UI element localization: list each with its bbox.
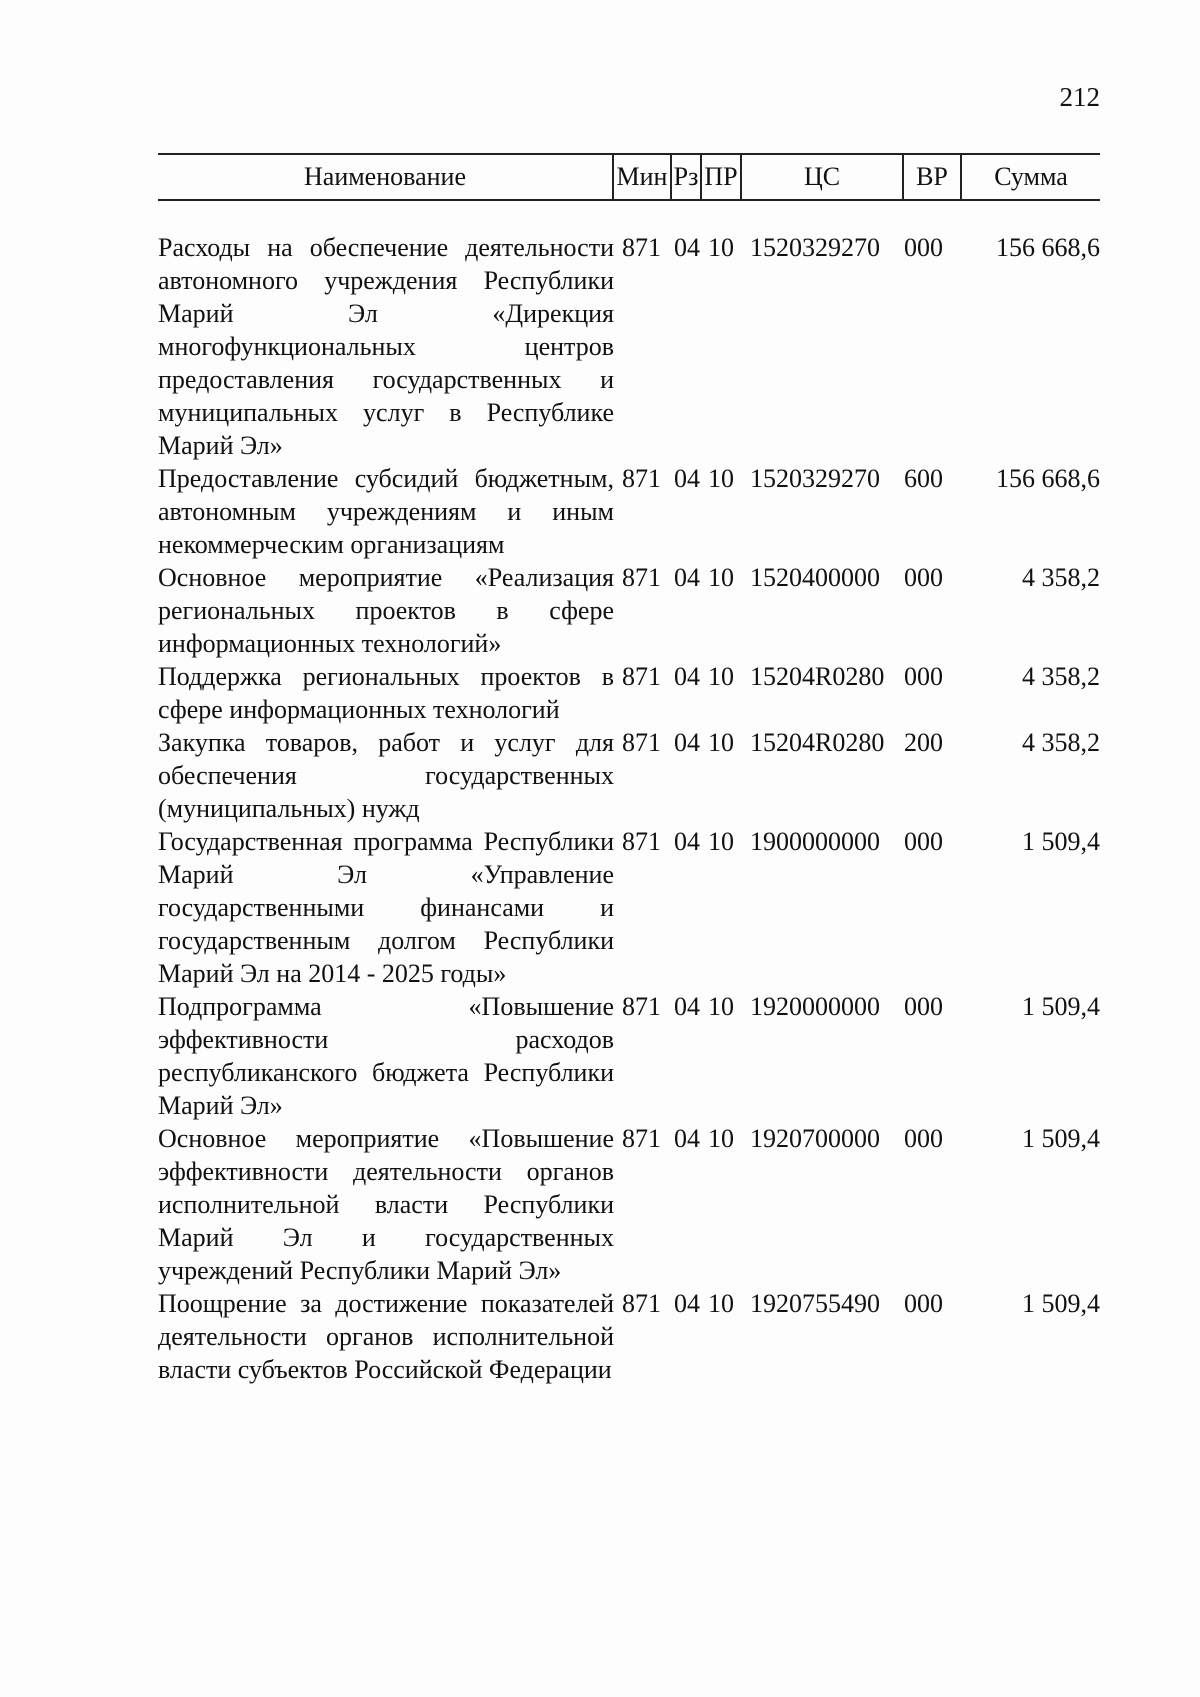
cell-min: 871 xyxy=(622,563,661,592)
table-row xyxy=(158,231,1100,462)
cell-vr: 000 xyxy=(904,1124,943,1153)
cell-name: Основное мероприятие «Реализация региональных проектов в сфере информационных технологий» xyxy=(158,563,614,658)
cell-sum: 4 358,2 xyxy=(1022,662,1100,691)
cell-min: 871 xyxy=(622,1289,661,1318)
cell-rz: 04 xyxy=(674,728,700,757)
cell-name: Предоставление субсидий бюджетным, автономным учреждениям и иным некоммерческим организациям xyxy=(158,464,614,559)
cell-name: Поощрение за достижение показателей деятельности органов исполнительной власти субъектов Российской Федерации xyxy=(158,1289,614,1384)
cell-vr: 000 xyxy=(904,662,943,691)
cell-cs: 1920700000 xyxy=(750,1124,880,1153)
cell-sum: 4 358,2 xyxy=(1022,563,1100,592)
header-sum: Сумма xyxy=(994,162,1068,191)
cell-pr: 10 xyxy=(708,662,734,691)
cell-name: Государственная программа Республики Марий Эл «Управление государственными финансами и государственным долгом Республики Марий Эл на 2014 - 2025 годы» xyxy=(158,827,614,988)
cell-pr: 10 xyxy=(708,1124,734,1153)
header-name: Наименование xyxy=(158,155,614,199)
cell-min: 871 xyxy=(622,992,661,1021)
cell-sum: 1 509,4 xyxy=(1022,992,1100,1021)
cell-vr: 000 xyxy=(904,563,943,592)
header-min: Мин xyxy=(614,155,672,199)
cell-name: Подпрограмма «Повышение эффективности расходов республиканского бюджета Республики Марий Эл» xyxy=(158,992,614,1120)
table-row xyxy=(158,825,1100,990)
cell-cs: 1900000000 xyxy=(750,827,880,856)
cell-rz: 04 xyxy=(674,992,700,1021)
cell-min: 871 xyxy=(622,464,661,493)
cell-pr: 10 xyxy=(708,992,734,1021)
cell-vr: 600 xyxy=(904,464,943,493)
cell-min: 871 xyxy=(622,728,661,757)
cell-sum: 4 358,2 xyxy=(1022,728,1100,757)
cell-pr: 10 xyxy=(708,233,734,262)
cell-sum: 1 509,4 xyxy=(1022,1124,1100,1153)
table-row xyxy=(158,660,1100,726)
table-row xyxy=(158,561,1100,660)
cell-vr: 000 xyxy=(904,992,943,1021)
cell-vr: 000 xyxy=(904,1289,943,1318)
cell-min: 871 xyxy=(622,827,661,856)
cell-sum: 1 509,4 xyxy=(1022,827,1100,856)
cell-sum: 1 509,4 xyxy=(1022,1289,1100,1318)
cell-min: 871 xyxy=(622,233,661,262)
cell-name: Закупка товаров, работ и услуг для обеспечения государственных (муниципальных) нужд xyxy=(158,728,614,823)
cell-cs: 15204R0280 xyxy=(750,662,885,691)
cell-name: Поддержка региональных проектов в сфере информационных технологий xyxy=(158,662,614,724)
cell-cs: 1920755490 xyxy=(750,1289,880,1318)
cell-cs: 15204R0280 xyxy=(750,728,885,757)
cell-vr: 000 xyxy=(904,827,943,856)
page-number: 212 xyxy=(1059,82,1100,112)
header-cs: ЦС xyxy=(742,155,904,199)
table-row xyxy=(158,990,1100,1122)
table-row xyxy=(158,1287,1100,1386)
cell-cs: 1920000000 xyxy=(750,992,880,1021)
header-pr: ПР xyxy=(702,155,742,199)
table-header xyxy=(158,153,1100,201)
cell-rz: 04 xyxy=(674,1289,700,1318)
table-body xyxy=(158,231,1100,1386)
cell-rz: 04 xyxy=(674,233,700,262)
cell-rz: 04 xyxy=(674,464,700,493)
header-vr: ВР xyxy=(904,155,962,199)
cell-cs: 1520329270 xyxy=(750,233,880,262)
cell-rz: 04 xyxy=(674,563,700,592)
table-row xyxy=(158,726,1100,825)
cell-pr: 10 xyxy=(708,563,734,592)
cell-sum: 156 668,6 xyxy=(996,464,1100,493)
cell-vr: 000 xyxy=(904,233,943,262)
cell-min: 871 xyxy=(622,662,661,691)
cell-min: 871 xyxy=(622,1124,661,1153)
table-row xyxy=(158,462,1100,561)
cell-pr: 10 xyxy=(708,1289,734,1318)
cell-pr: 10 xyxy=(708,827,734,856)
header-rz: Рз xyxy=(672,155,702,199)
cell-rz: 04 xyxy=(674,827,700,856)
cell-rz: 04 xyxy=(674,1124,700,1153)
cell-pr: 10 xyxy=(708,464,734,493)
cell-sum: 156 668,6 xyxy=(996,233,1100,262)
cell-name: Основное мероприятие «Повышение эффективности деятельности органов исполнительной власти Республики Марий Эл и государственных учреждений Республики Марий Эл» xyxy=(158,1124,614,1285)
cell-rz: 04 xyxy=(674,662,700,691)
cell-cs: 1520400000 xyxy=(750,563,880,592)
cell-cs: 1520329270 xyxy=(750,464,880,493)
cell-pr: 10 xyxy=(708,728,734,757)
table-row xyxy=(158,1122,1100,1287)
cell-name: Расходы на обеспечение деятельности автономного учреждения Республики Марий Эл «Дирекция многофункциональных центров предоставления государственных и муниципальных услуг в Республике Марий Эл» xyxy=(158,233,614,460)
cell-vr: 200 xyxy=(904,728,943,757)
